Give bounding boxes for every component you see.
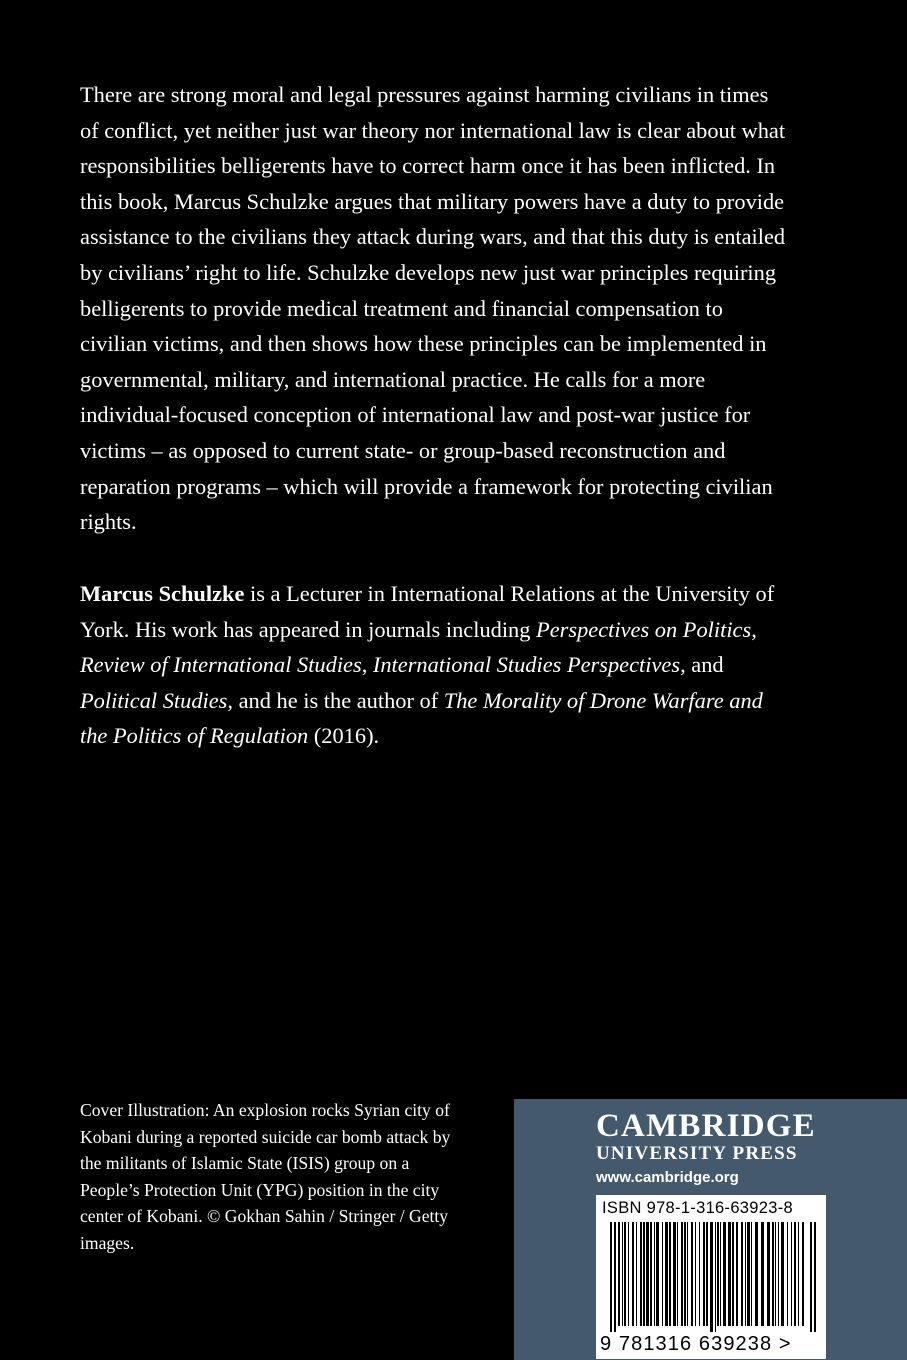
barcode-bar bbox=[741, 1222, 743, 1326]
bio-separator-2: , bbox=[361, 652, 373, 678]
barcode-bar bbox=[665, 1222, 668, 1326]
publisher-name: CAMBRIDGE bbox=[596, 1108, 816, 1144]
barcode-bar bbox=[640, 1222, 642, 1326]
barcode-bar bbox=[751, 1222, 752, 1326]
barcode-bar bbox=[699, 1222, 700, 1326]
barcode-bar bbox=[684, 1222, 686, 1326]
barcode-bar bbox=[662, 1222, 663, 1326]
isbn-label: ISBN 978-1-316-63923-8 bbox=[602, 1199, 793, 1217]
cover-illustration-credit: Cover Illustration: An explosion rocks Syrian city of Kobani during a reported suicide car bomb attack by the militants of Islamic State (ISIS) group on a People’s Protection Unit (YPG) position in the city center of Kobani. © Gokhan Sahin / Stringer / Getty images. bbox=[80, 1100, 451, 1253]
bio-text-2: , and he is the author of bbox=[227, 687, 444, 713]
barcode-bar bbox=[677, 1222, 678, 1326]
publisher-panel bbox=[514, 1099, 907, 1360]
author-bio bbox=[80, 576, 792, 754]
barcode-bar bbox=[628, 1222, 629, 1326]
previous-book-title: The Morality of Drone Warfare and the Politics of Regulation bbox=[80, 687, 763, 749]
publisher-url: www.cambridge.org bbox=[596, 1169, 739, 1186]
barcode-bar bbox=[715, 1222, 716, 1332]
barcode-bar bbox=[622, 1222, 623, 1326]
barcode-bar bbox=[669, 1222, 671, 1326]
barcode-bars bbox=[610, 1222, 816, 1332]
barcode-bar bbox=[654, 1222, 655, 1326]
barcode-bar bbox=[761, 1222, 764, 1326]
journal-title-2: Review of International Studies bbox=[80, 652, 362, 678]
barcode-bar bbox=[618, 1222, 620, 1326]
barcode-bar bbox=[636, 1222, 637, 1326]
barcode-bar bbox=[787, 1222, 788, 1326]
barcode-digits: 9 781316 639238 > bbox=[600, 1333, 792, 1355]
barcode-bar bbox=[610, 1222, 612, 1332]
barcode-bar bbox=[706, 1222, 708, 1326]
barcode-bar bbox=[720, 1222, 721, 1326]
barcode-bar bbox=[646, 1222, 649, 1326]
author-name: Marcus Schulzke bbox=[80, 581, 245, 606]
journal-title-1: Perspectives on Politics bbox=[536, 616, 752, 642]
barcode-bar bbox=[614, 1222, 616, 1332]
barcode-box bbox=[596, 1195, 826, 1359]
barcode-bar bbox=[798, 1222, 799, 1326]
journal-title-3: International Studies Perspectives bbox=[372, 652, 681, 678]
barcode-bar bbox=[781, 1222, 784, 1326]
barcode-bar bbox=[747, 1222, 750, 1326]
barcode-bar bbox=[745, 1222, 746, 1326]
barcode-bar bbox=[717, 1222, 719, 1326]
barcode-bar bbox=[703, 1222, 705, 1326]
book-description: There are strong moral and legal pressures against harming civilians in times of conflict, yet neither just war theory nor international law is clear about what responsibilities belligerents have to correct harm once it has been inflicted. In this book, Marcus Schulzke argues that military powers have a duty to provide assistance to the civilians they attack during wars, and that this duty is entailed by civilians’ right to life. Schulzke develops new just war principles requiring belligerents to provide medical treatment and financial compensation to civilian victims, and then shows how these principles can be implemented in governmental, military, and international practice. He calls for a more individual-focused conception of international law and post-war justice for victims – as opposed to current state- or group-based reconstruction and reparation programs – which will provide a framework for protecting civilian rights. bbox=[80, 82, 786, 535]
barcode-bar bbox=[775, 1222, 776, 1326]
barcode-bar bbox=[624, 1222, 626, 1326]
barcode-bar bbox=[814, 1222, 816, 1332]
barcode-bar bbox=[723, 1222, 726, 1326]
barcode-bar bbox=[778, 1222, 779, 1326]
barcode-bar bbox=[794, 1222, 796, 1326]
barcode-bar bbox=[732, 1222, 734, 1326]
barcode-bar bbox=[736, 1222, 738, 1326]
barcode-bar bbox=[810, 1222, 812, 1332]
barcode-bar bbox=[656, 1222, 659, 1326]
barcode-bar bbox=[681, 1222, 683, 1326]
barcode-bar bbox=[728, 1222, 731, 1326]
barcode-bar bbox=[710, 1222, 713, 1332]
barcode-bar bbox=[767, 1222, 770, 1326]
bio-separator-3: , and bbox=[680, 652, 724, 678]
barcode-bar bbox=[650, 1222, 652, 1326]
bio-text-1: is a Lecturer in International Relations at the University of York. His work has appeared in journals including bbox=[80, 581, 775, 642]
barcode-bar bbox=[673, 1222, 676, 1326]
barcode-bar bbox=[632, 1222, 634, 1326]
barcode-bar bbox=[791, 1222, 792, 1326]
journal-title-4: Political Studies bbox=[80, 687, 228, 713]
bio-text-3: (2016). bbox=[308, 723, 380, 749]
barcode-bar bbox=[695, 1222, 696, 1326]
barcode-bar bbox=[755, 1222, 758, 1326]
publisher-subtitle: UNIVERSITY PRESS bbox=[596, 1143, 798, 1164]
barcode-bar bbox=[802, 1222, 804, 1326]
barcode-bar bbox=[643, 1222, 645, 1326]
bio-separator-1: , bbox=[751, 616, 757, 642]
barcode-bar bbox=[772, 1222, 774, 1326]
barcode-bar bbox=[691, 1222, 693, 1326]
barcode-bar bbox=[687, 1222, 688, 1326]
